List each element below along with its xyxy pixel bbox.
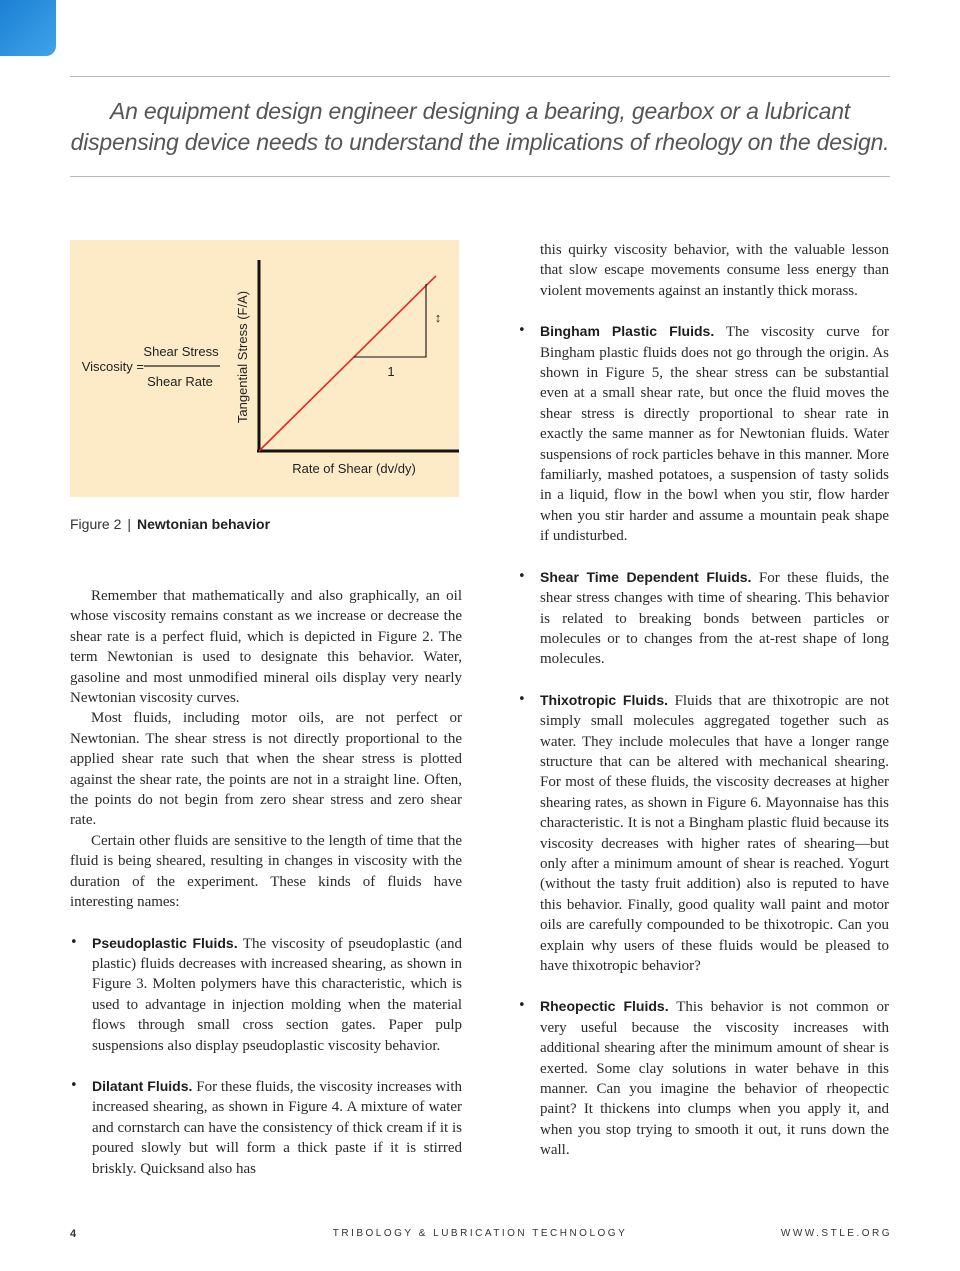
paragraph: Most fluids, including motor oils, are not perfect or Newtonian. The shear stress is not directly proportional to the applied shear rate such that when the shear stress is plotted against the shear rate, the points are not in a straight line. Often, the points do not begin from zero shear stress and zero shear rate. [70, 710, 462, 829]
left-column [70, 586, 462, 1179]
list-item [518, 996, 889, 1160]
list-item [518, 567, 889, 670]
formula-numerator: Shear Stress [143, 344, 219, 359]
newtonian-series-line [259, 276, 436, 451]
slope-run-label: 1 [387, 364, 395, 379]
corner-tab [0, 0, 56, 56]
list-item-term: Bingham Plastic Fluids. [540, 323, 715, 340]
fluid-type-list [518, 321, 889, 1160]
list-item [70, 933, 462, 1056]
website: WWW.STLE.ORG [780, 1228, 892, 1239]
list-item-text: Fluids that are thixotropic are not simply small molecules aggregated together such as water. They include molecules that have a longer range structure that can be altered with mechanical shearing. For most of these fluids, the viscosity decreases at higher shearing rates, as shown in Figure 6. Mayonnaise has this characteristic. It is not a Bingham plastic fluid because its viscosity decreases with higher rates of shearing—but only after a minimum amount of shear is reached. Yogurt (without the tasty fruit addition) also is reputed to have this behavior. Finally, good quality wall paint and motor oils are carefully compounded to be thixotropic. Can you explain why users of these fluids would be pleased to have thixotropic behavior? [540, 692, 889, 974]
page-number: 4 [70, 1228, 79, 1240]
list-item-text: For these fluids, the viscosity increases with increased shearing, as shown in Figure 4. A mixture of water and cornstarch can have the consistency of thick cream if it is poured slowly but will form a thick paste if it is stirred briskly. Quicksand also has [92, 1078, 463, 1177]
list-item-term: Dilatant Fluids. [92, 1077, 193, 1094]
list-item-text: The viscosity of pseudoplastic (and plastic) fluids decreases with increased shearing, as shown in Figure 3. Molten polymers have this characteristic, which is used to advantage in injection molding when the material flows through small cross section gates. Paper pulp suspensions also display pseudoplastic viscosity behavior. [92, 935, 462, 1054]
right-column [518, 240, 889, 1161]
list-item [518, 321, 889, 546]
list-item-text: This behavior is not common or very useful because the viscosity increases with additional shearing after the minimum amount of shear is exerted. Some clay solutions in water behave in this manner. Can you imagine the behavior of rheopectic paint? It thickens into clumps when you apply it, and when you stop trying to smooth it out, it runs down the wall. [540, 999, 889, 1159]
caption-number: Figure 2 [70, 516, 122, 532]
list-item-text: For these fluids, the shear stress changes with time of shearing. This behavior is related to breaking bonds between particles or molecules or to changes from the at-rest shape of long molecules. [540, 569, 890, 668]
y-axis-label: Tangential Stress (F/A) [235, 290, 250, 424]
list-item-text: The viscosity curve for Bingham plastic fluids does not go through the origin. As shown in Figure 5, the shear stress can be substantial even at a small shear rate, but once the fluid moves the shear stress is directly proportional to shear rate in exactly the same manner as for Newtonian fluids. Water suspensions of rock particles behave in this manner. More familiarly, mashed potatoes, a suspension of tasty solids in a liquid, flow in the bowl when you stir, flow harder when you stir harder and assume a mountain peak shape if undisturbed. [540, 324, 889, 545]
newtonian-chart [70, 240, 459, 497]
slope-rise-label: ↕ [434, 310, 442, 325]
figure-2 [70, 240, 459, 497]
list-item-term: Thixotropic Fluids. [540, 691, 669, 708]
pull-quote: An equipment design engineer designing a bearing, gearbox or a lubricant dispensing device needs to understand the implications of rheology on the design. [70, 98, 890, 155]
list-item-term: Pseudoplastic Fluids. [92, 934, 238, 951]
continued-paragraph: this quirky viscosity behavior, with the valuable lesson that slow escape movements consume less energy than violent movements against an instantly thick morass. [540, 242, 889, 299]
list-item-term: Shear Time Dependent Fluids. [540, 568, 752, 585]
paragraph: Certain other fluids are sensitive to the length of time that the fluid is being sheared, resulting in changes in viscosity with the duration of the experiment. These kinds of fluids have interesting names: [70, 832, 462, 911]
formula-lhs: Viscosity = [81, 359, 144, 374]
top-rule [70, 76, 890, 77]
caption-separator: | [127, 516, 131, 532]
list-item-term: Rheopectic Fluids. [540, 998, 669, 1015]
figure-caption [70, 516, 270, 532]
paragraph: Remember that mathematically and also graphically, an oil whose viscosity remains constant as we increase or decrease the shear rate is a perfect fluid, which is depicted in Figure 2. The term Newtonian is used to designate this behavior. Water, gasoline and most unmodified mineral oils display very nearly Newtonian viscosity curves. [70, 588, 462, 707]
caption-title: Newtonian behavior [137, 516, 271, 532]
x-axis-label: Rate of Shear (dv/dy) [292, 461, 416, 476]
list-item [518, 690, 889, 977]
formula-denominator: Shear Rate [147, 374, 213, 389]
fluid-type-list [70, 933, 462, 1179]
list-item [70, 1076, 462, 1179]
pull-quote-bottom-rule [70, 176, 890, 177]
publication-name: TRIBOLOGY & LUBRICATION TECHNOLOGY [332, 1228, 628, 1239]
